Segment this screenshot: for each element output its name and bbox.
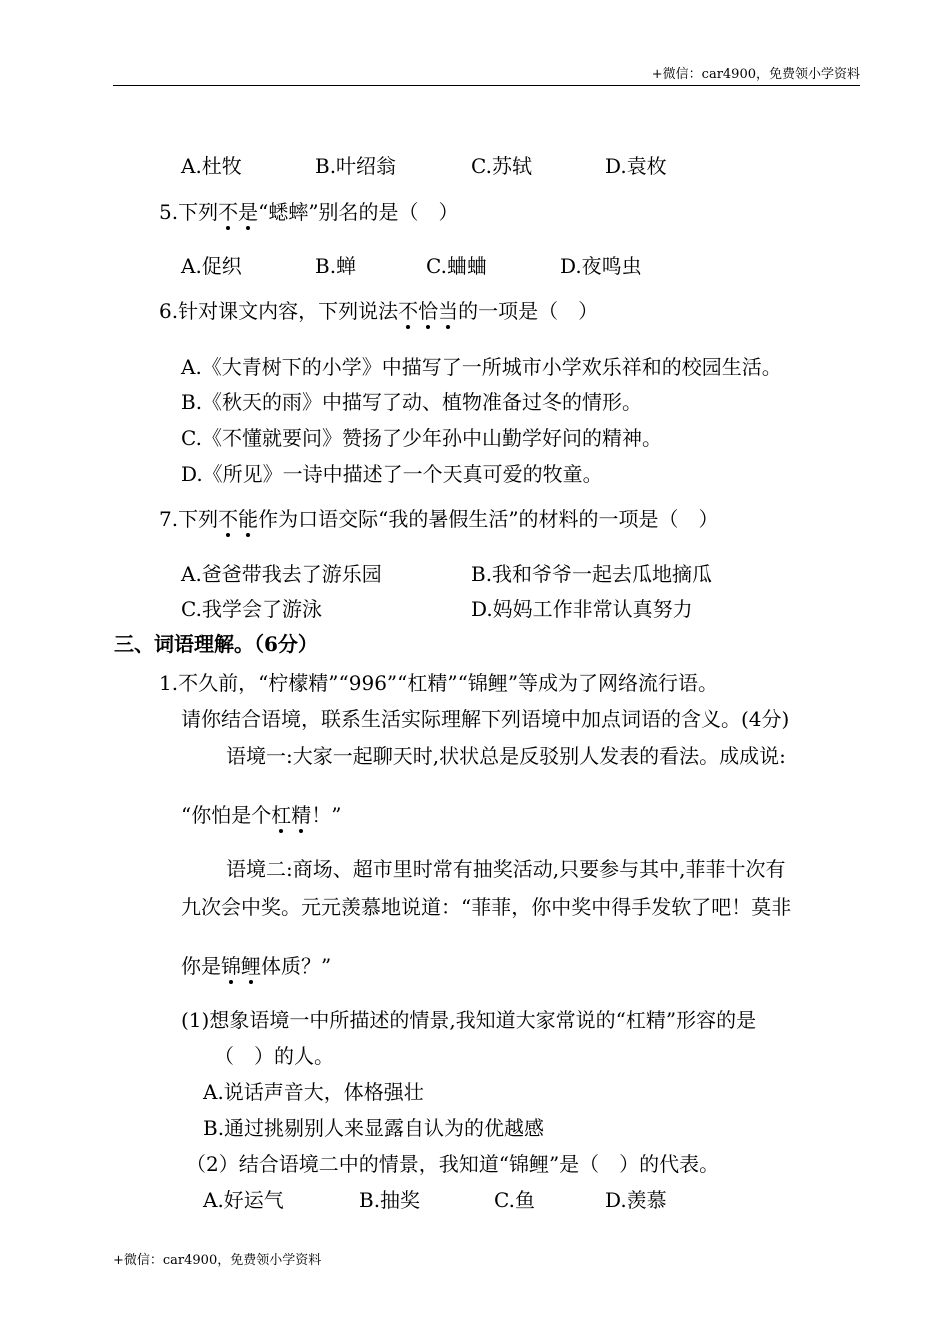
sub1-line2: （ ）的人。 [214, 1044, 334, 1068]
q7-stem: 7.下列不能作为口语交际“我的暑假生活”的材料的一项是（ ） [159, 507, 719, 531]
q4-option-c: C.苏轼 [471, 154, 532, 178]
q6-stem: 6.针对课文内容，下列说法不恰当的一项是（ ） [159, 299, 599, 323]
context1-line1: 语境一:大家一起聊天时,状状总是反驳别人发表的看法。成成说: [226, 744, 786, 768]
page-footer: +微信：car4900，免费领小学资料 [113, 1253, 322, 1268]
q7-option-b: B.我和爷爷一起去瓜地摘瓜 [471, 562, 713, 586]
emphasis-char: 锦 [221, 954, 241, 978]
emphasis-char: 能 [238, 507, 259, 531]
q6-option-a: A.《大青树下的小学》中描写了一所城市小学欢乐祥和的校园生活。 [181, 355, 782, 379]
q4-option-d: D.袁枚 [605, 154, 667, 178]
sub2-option-d: D.羡慕 [605, 1188, 667, 1212]
emphasis-char: 当 [438, 299, 459, 323]
context2-line1: 语境二:商场、超市里时常有抽奖活动,只要参与其中,菲菲十次有 [226, 857, 786, 881]
emphasis-char: 不 [218, 200, 239, 224]
q7-option-d: D.妈妈工作非常认真努力 [471, 597, 693, 621]
emphasis-char: 是 [238, 200, 259, 224]
s3-q1-line1: 1.不久前，“柠檬精”“996”“杠精”“锦鲤”等成为了网络流行语。 [159, 671, 719, 695]
sub2-stem: （2）结合语境二中的情景，我知道“锦鲤”是（ ）的代表。 [186, 1152, 720, 1176]
s3-q1-line2: 请你结合语境，联系生活实际理解下列语境中加点词语的含义。(4分) [181, 707, 790, 731]
sub2-option-b: B.抽奖 [359, 1188, 421, 1212]
sub1-option-a: A.说话声音大，体格强壮 [203, 1080, 424, 1104]
sub2-option-c: C.鱼 [494, 1188, 535, 1212]
emphasis-char: 不 [218, 507, 239, 531]
emphasis-char: 恰 [418, 299, 439, 323]
q6-option-c: C.《不懂就要问》赞扬了少年孙中山勤学好问的精神。 [181, 426, 662, 450]
context2-line2: 九次会中奖。元元羡慕地说道：“菲菲，你中奖中得手发软了吧！莫非 [181, 895, 792, 919]
emphasis-char: 鲤 [241, 954, 261, 978]
context2-line3: 你是锦鲤体质？” [181, 954, 332, 978]
q6-option-b: B.《秋天的雨》中描写了动、植物准备过冬的情形。 [181, 390, 643, 414]
section-title: 三、词语理解。（6分） [114, 632, 318, 656]
header-divider [113, 85, 860, 86]
q5-option-a: A.促织 [181, 254, 242, 278]
q7-option-a: A.爸爸带我去了游乐园 [181, 562, 382, 586]
sub1-option-b: B.通过挑剔别人来显露自认为的优越感 [203, 1116, 545, 1140]
q5-option-b: B.蝉 [315, 254, 357, 278]
q7-option-c: C.我学会了游泳 [181, 597, 322, 621]
sub1-line1: (1)想象语境一中所描述的情景,我知道大家常说的“杠精”形容的是 [181, 1008, 757, 1032]
q5-option-c: C.蛐蛐 [426, 254, 487, 278]
emphasis-char: 不 [398, 299, 419, 323]
emphasis-char: 精 [291, 803, 312, 827]
q6-option-d: D.《所见》一诗中描述了一个天真可爱的牧童。 [181, 462, 603, 486]
q5-option-d: D.夜鸣虫 [560, 254, 642, 278]
sub2-option-a: A.好运气 [203, 1188, 284, 1212]
emphasis-char: 杠 [271, 803, 292, 827]
q4-option-a: A.杜牧 [181, 154, 242, 178]
q4-option-b: B.叶绍翁 [315, 154, 397, 178]
page-header: +微信：car4900，免费领小学资料 [651, 67, 860, 82]
context1-line2: “你怕是个杠精！” [181, 803, 342, 827]
q5-stem: 5.下列不是“蟋蟀”别名的是（ ） [159, 200, 459, 224]
